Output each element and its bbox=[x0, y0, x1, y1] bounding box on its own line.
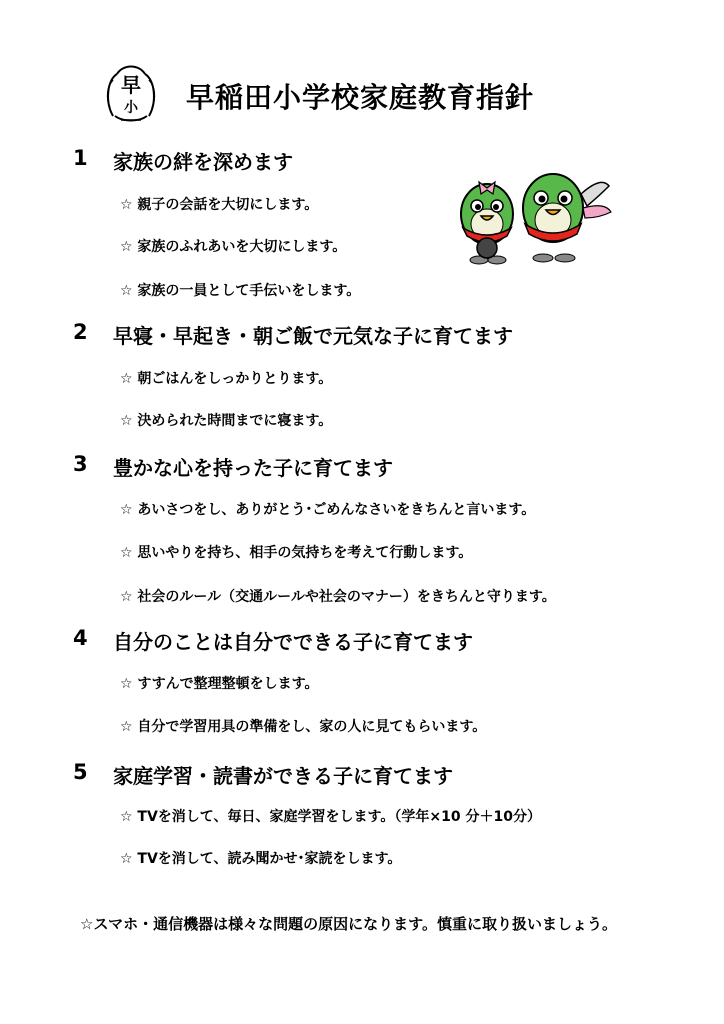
page-title: 早稲田小学校家庭教育指針 bbox=[186, 81, 535, 114]
section-4-title: 自分のことは自分でできる子に育てます bbox=[113, 630, 473, 654]
section-1-item-2: ☆ 家族のふれあいを大切にします。 bbox=[120, 239, 347, 255]
section-1-title: 家族の絆を深めます bbox=[113, 150, 293, 174]
section-2-number: 2 bbox=[73, 320, 88, 344]
section-5-number: 5 bbox=[73, 760, 88, 784]
section-5-item-2: ☆ TVを消して、読み聞かせ･家読をします。 bbox=[120, 851, 402, 867]
section-1-number: 1 bbox=[73, 146, 88, 170]
emblem-sub-char: 小 bbox=[124, 100, 138, 116]
section-2-item-1: ☆ 朝ごはんをしっかりとります。 bbox=[120, 371, 333, 387]
footer-note: ☆スマホ・通信機器は様々な問題の原因になります。慎重に取り扱いましょう。 bbox=[80, 915, 617, 933]
section-5-item-1: ☆ TVを消して、毎日、家庭学習をします。（学年×10 分＋10分） bbox=[120, 809, 541, 825]
section-2-title: 早寝・早起き・朝ご飯で元気な子に育てます bbox=[113, 324, 513, 348]
section-1-item-1: ☆ 親子の会話を大切にします。 bbox=[120, 197, 319, 213]
section-3-title: 豊かな心を持った子に育てます bbox=[113, 456, 393, 480]
section-3-item-1: ☆ あいさつをし、ありがとう･ごめんなさいをきちんと言います。 bbox=[120, 502, 536, 518]
mascot-illustration bbox=[441, 166, 615, 266]
emblem-main-char: 早 bbox=[121, 73, 141, 97]
section-4-number: 4 bbox=[73, 626, 88, 650]
section-2-item-2: ☆ 決められた時間までに寝ます。 bbox=[120, 413, 333, 429]
section-3-number: 3 bbox=[73, 452, 88, 476]
school-emblem bbox=[103, 62, 159, 126]
section-4-item-2: ☆ 自分で学習用具の準備をし、家の人に見てもらいます。 bbox=[120, 719, 487, 735]
section-3-item-3: ☆ 社会のルール（交通ルールや社会のマナー）をきちんと守ります。 bbox=[120, 589, 556, 605]
section-3-item-2: ☆ 思いやりを持ち、相手の気持ちを考えて行動します。 bbox=[120, 545, 473, 561]
section-1-item-3: ☆ 家族の一員として手伝いをします。 bbox=[120, 283, 361, 299]
section-4-item-1: ☆ すすんで整理整頓をします。 bbox=[120, 676, 319, 692]
section-5-title: 家庭学習・読書ができる子に育てます bbox=[113, 764, 453, 788]
